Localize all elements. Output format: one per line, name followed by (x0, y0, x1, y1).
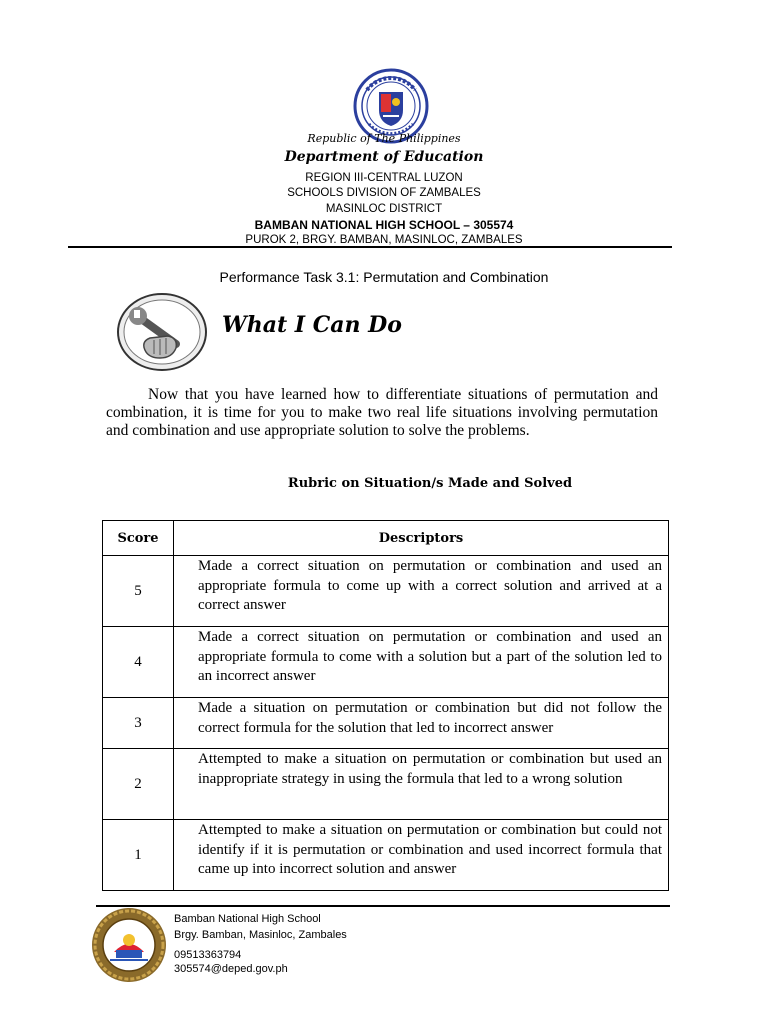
table-row (103, 820, 669, 891)
intro-paragraph: Now that you have learned how to differentiate situations of permutation and combination, it is time for you to make two real life situations involving permutation and combination and use appropriate solution to solve the problems. (106, 386, 658, 439)
descriptor-cell: Made a situation on permutation or combination but did not follow the correct formula for the solution that led to incorrect answer (174, 698, 669, 749)
table-row (103, 749, 669, 820)
rubric-title: Rubric on Situation/s Made and Solved (287, 476, 573, 491)
score-cell: 1 (103, 820, 174, 891)
school-seal-icon (90, 906, 168, 984)
table-header-row (103, 521, 669, 556)
address-line: PUROK 2, BRGY. BAMBAN, MASINLOC, ZAMBALES (245, 234, 523, 246)
region-line: REGION III-CENTRAL LUZON (305, 172, 463, 184)
table-row (103, 698, 669, 749)
descriptor-cell: Attempted to make a situation on permutation or combination but could not identify if it is permutation or combination and used incorrect formula that came up into incorrect solution and answer (174, 820, 669, 891)
wrench-hand-icon (116, 292, 208, 372)
descriptors-column-header: Descriptors (174, 521, 669, 556)
school-line: BAMBAN NATIONAL HIGH SCHOOL – 305574 (254, 218, 514, 232)
footer-divider (96, 905, 670, 907)
descriptor-cell: Made a correct situation on permutation or combination and used an appropriate formula to come up with a correct solution and arrived at a correct answer (174, 556, 669, 627)
task-title: Performance Task 3.1: Permutation and Combination (219, 269, 549, 285)
division-line: SCHOOLS DIVISION OF ZAMBALES (287, 187, 481, 199)
footer-school-name: Bamban National High School (174, 913, 321, 925)
header-divider (68, 246, 672, 248)
department-name: Department of Education (284, 149, 484, 165)
section-heading: What I Can Do (222, 312, 402, 338)
republic-line: Republic of The Philippines (307, 132, 461, 145)
score-cell: 4 (103, 627, 174, 698)
score-cell: 2 (103, 749, 174, 820)
district-line: MASINLOC DISTRICT (325, 203, 443, 215)
descriptor-cell: Attempted to make a situation on permutation or combination but used an inappropriate strategy in using the formula that led to a wrong solution (174, 749, 669, 820)
table-row (103, 627, 669, 698)
footer-phone: 09513363794 (174, 949, 242, 961)
footer-email: 305574@deped.gov.ph (174, 963, 288, 975)
rubric-table (102, 520, 669, 891)
score-column-header: Score (103, 521, 174, 556)
score-cell: 3 (103, 698, 174, 749)
footer-address: Brgy. Bamban, Masinloc, Zambales (174, 929, 347, 941)
table-row (103, 556, 669, 627)
score-cell: 5 (103, 556, 174, 627)
descriptor-cell: Made a correct situation on permutation or combination and used an appropriate formula to come with a solution but a part of the solution led to an incorrect answer (174, 627, 669, 698)
